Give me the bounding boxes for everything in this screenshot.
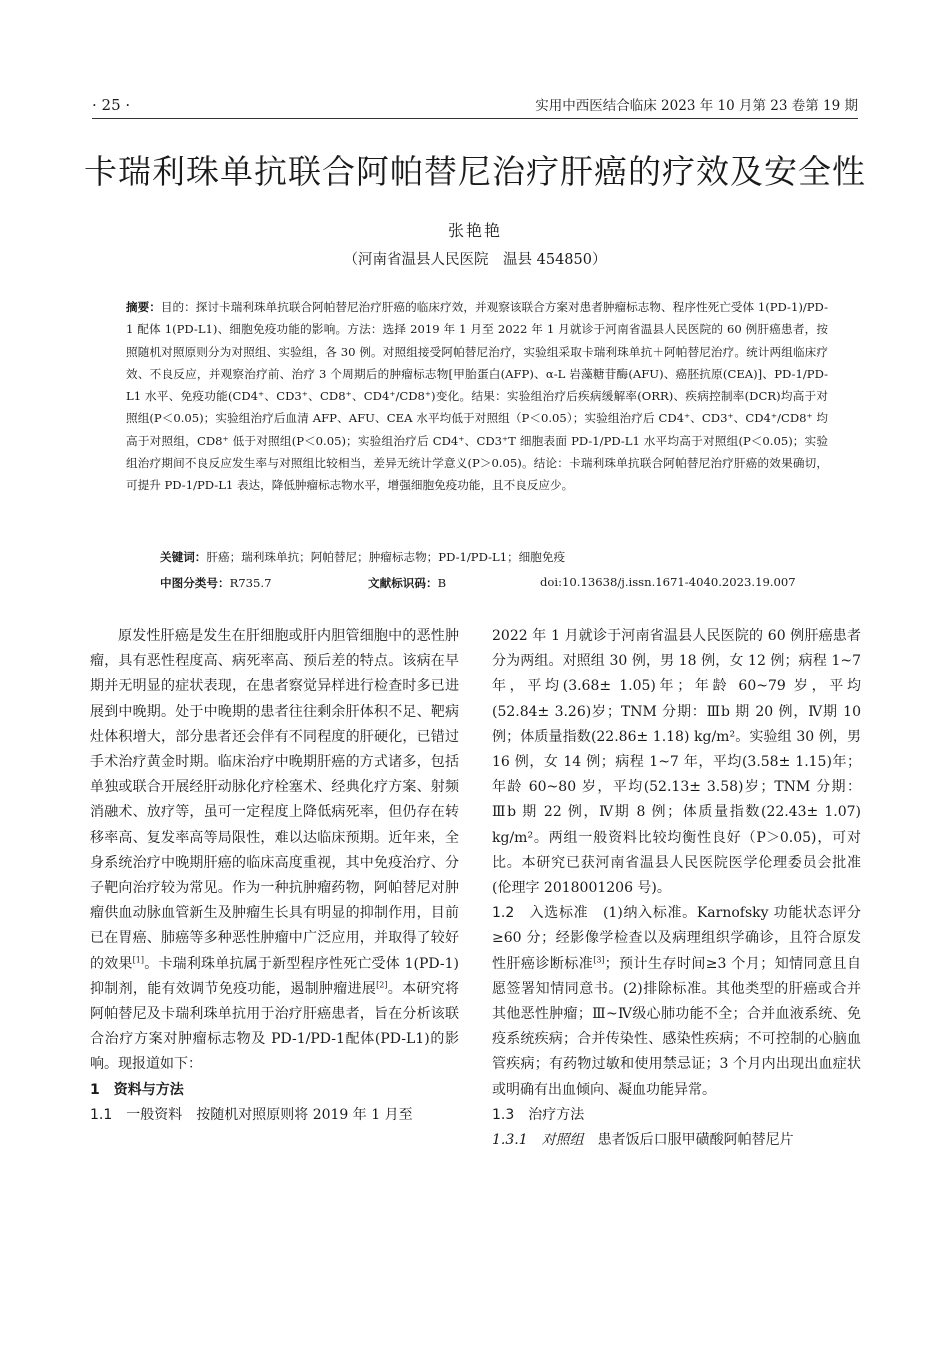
header-divider xyxy=(92,118,858,119)
doc-code-value: B xyxy=(437,576,447,590)
general-info-continued: 2022 年 1 月就诊于河南省温县人民医院的 60 例肝癌患者分为两组。对照组 30 例，男 18 例，女 12 例；病程 1~7 年，平均(3.68± 1.05)年；年龄 60~79 岁，平均(52.84± 3.26)岁；TNM 分期：Ⅲb 期 20 例，Ⅳ期 10 例；体质量指数(22.86± 1.18) kg/m²。实验组 30 例，男 16 例，女 14 例；病程 1~7 年，平均(3.58± 1.15)年；年龄 60~80 岁，平均(52.13± 3.58)岁；TNM 分期：Ⅲb 期 22 例，Ⅳ期 8 例；体质量指数(22.43± 1.07) kg/m²。两组一般资料比较均衡性良好（P＞0.05)，可对比。本研究已获河南省温县人民医院医学伦理委员会批准(伦理字 2018001206 号)。 xyxy=(492,628,861,897)
citation-3[interactable]: [3] xyxy=(593,954,605,964)
keywords-text: 肝癌；瑞利珠单抗；阿帕替尼；肿瘤标志物；PD-1/PD-L1；细胞免疫 xyxy=(206,550,566,564)
doi: doi:10.13638/j.issn.1671-4040.2023.19.007 xyxy=(540,575,796,589)
page-number: · 25 · xyxy=(92,96,131,114)
subsection-heading-criteria: 1.2 入选标准 xyxy=(492,905,589,922)
clc-value: R735.7 xyxy=(229,576,272,590)
doc-code-label: 文献标识码： xyxy=(368,576,438,590)
article-title: 卡瑞利珠单抗联合阿帕替尼治疗肝癌的疗效及安全性 xyxy=(84,152,866,191)
general-info-paragraph: 1.1 一般资料 按随机对照原则将 2019 年 1 月至 xyxy=(90,1106,413,1123)
citation-1[interactable]: [1] xyxy=(132,954,144,964)
body-column-left xyxy=(90,624,459,1128)
author-name: 张艳艳 xyxy=(447,221,502,240)
citation-2[interactable]: [2] xyxy=(376,980,388,990)
journal-header: 实用中西医结合临床 2023 年 10 月第 23 卷第 19 期 xyxy=(535,98,858,114)
author-affiliation: （河南省温县人民医院 温县 454850） xyxy=(343,252,607,268)
section-heading-methods: 1 资料与方法 xyxy=(90,1081,184,1098)
keywords-label: 关键词： xyxy=(160,550,207,564)
subsection-heading-general: 1.1 一般资料 xyxy=(90,1106,183,1123)
control-group-paragraph: 1.3.1 对照组 患者饭后口服甲磺酸阿帕替尼片 xyxy=(492,1132,794,1149)
subsubsection-heading-control: 1.3.1 对照组 xyxy=(492,1132,584,1149)
intro-paragraph: 原发性肝癌是发生在肝细胞或肝内胆管细胞中的恶性肿瘤，具有恶性程度高、病死率高、预后差的特点。该病在早期并无明显的症状表现，在患者察觉异样进行检查时多已进展到中晚期。处于中晚期的患者往往剩余肝体积不足、靶病灶体积增大，部分患者还会伴有不同程度的肝硬化，已错过手术治疗黄金时期。临床治疗中晚期肝癌的方式诸多，包括单独或联合开展经肝动脉化疗栓塞术、经典化疗方案、射频消融术、放疗等，虽可一定程度上降低病死率，但仍存在转移率高、复发率高等局限性，难以达临床预期。近年来，全身系统治疗中晚期肝癌的临床高度重视，其中免疫治疗、分子靶向治疗较为常见。作为一种抗肿瘤药物，阿帕替尼对肿瘤供血动脉血管新生及肿瘤生长具有明显的抑制作用，目前已在胃癌、肺癌等多种恶性肿瘤中广泛应用，并取得了较好的效果[1]。卡瑞利珠单抗属于新型程序性死亡受体 1(PD-1)抑制剂，能有效调节免疫功能，遏制肿瘤进展[2]。本研究将阿帕替尼及卡瑞利珠单抗用于治疗肝癌患者，旨在分析该联合治疗方案对肿瘤标志物及 PD-1/PD-1配体(PD-L1)的影响。现报道如下： xyxy=(90,628,460,1073)
body-column-right xyxy=(492,624,861,1153)
document-code xyxy=(368,575,446,591)
clc-number xyxy=(160,575,272,591)
inclusion-criteria-paragraph: 1.2 入选标准 (1)纳入标准。Karnofsky 功能状态评分≥60 分；经影像学检查以及病理组织学确诊，且符合原发性肝癌诊断标准[3]；预计生存时间≥3 个月；知情同意且自愿签署知情同意书。(2)排除标准。其他类型的肝癌或合并其他恶性肿瘤；Ⅲ~Ⅳ级心肺功能不全；合并血液系统、免疫系统疾病；合并传染性、感染性疾病；不可控制的心脑血管疾病；有药物过敏和使用禁忌证；3 个月内出现出血症状或明确有出血倾向、凝血功能异常。 xyxy=(492,905,862,1098)
keywords xyxy=(160,549,828,565)
clc-label: 中图分类号： xyxy=(160,576,230,590)
abstract-label: 摘要： xyxy=(126,300,161,314)
abstract xyxy=(126,296,828,497)
subsection-heading-treatment: 1.3 治疗方法 xyxy=(492,1106,585,1123)
abstract-text: 目的：探讨卡瑞利珠单抗联合阿帕替尼治疗肝癌的临床疗效，并观察该联合方案对患者肿瘤标志物、程序性死亡受体 1(PD-1)/PD-1 配体 1(PD-L1)、细胞免疫功能的影响。方法：选择 2019 年 1 月至 2022 年 1 月就诊于河南省温县人民医院的 60 例肝癌患者，按照随机对照原则分为对照组、实验组，各 30 例。对照组接受阿帕替尼治疗，实验组采取卡瑞利珠单抗＋阿帕替尼治疗。统计两组临床疗效、不良反应，并观察治疗前、治疗 3 个周期后的肿瘤标志物[甲胎蛋白(AFP)、α-L 岩藻糖苷酶(AFU)、癌胚抗原(CEA)]、PD-1/PD-L1 水平、免疫功能(CD4⁺、CD3⁺、CD8⁺、CD4⁺/CD8⁺)变化。结果：实验组治疗后疾病缓解率(ORR)、疾病控制率(DCR)均高于对照组(P＜0.05)；实验组治疗后血清 AFP、AFU、CEA 水平均低于对照组（P＜0.05）；实验组治疗后 CD4⁺、CD3⁺、CD4⁺/CD8⁺ 均高于对照组，CD8⁺ 低于对照组(P＜0.05)；实验组治疗后 CD4⁺、CD3⁺T 细胞表面 PD-1/PD-L1 水平均高于对照组(P＜0.05)；实验组治疗期间不良反应发生率与对照组比较相当，差异无统计学意义(P＞0.05)。结论：卡瑞利珠单抗联合阿帕替尼治疗肝癌的效果确切，可提升 PD-1/PD-L1 表达，降低肿瘤标志物水平，增强细胞免疫功能，且不良反应少。 xyxy=(126,300,828,493)
